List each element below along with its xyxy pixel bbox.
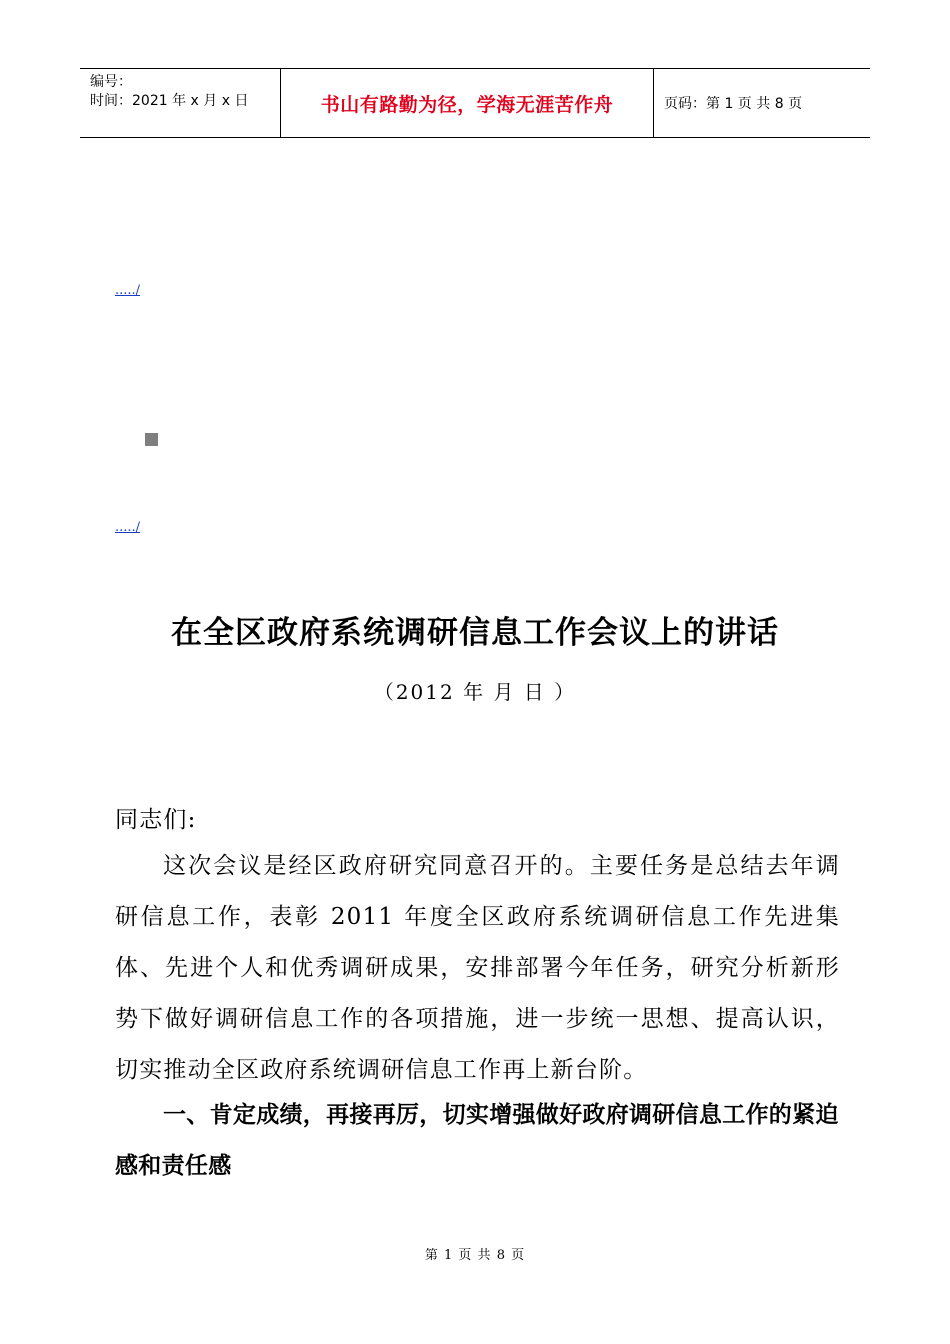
link-2[interactable]: ...../ [115,520,141,535]
number-label: 编号： [90,74,132,90]
document-date: （2012 年 月 日 ） [373,680,577,704]
section-heading-1: 一、肯定成绩，再接再厉，切实增强做好政府调研信息工作的紧迫感和责任感 [115,1102,839,1179]
salutation: 同志们: [115,807,197,833]
document-header [80,68,870,138]
header-motto: 书山有路勤为径，学海无涯苦作舟 [281,69,654,137]
header-meta [80,69,281,137]
bullet-square-icon [145,433,158,446]
time-label: 时间：2021 年 x 月 x 日 [90,93,249,109]
header-page-info: 页码：第 1 页 共 8 页 [664,96,803,112]
paragraph-1: 这次会议是经区政府研究同意召开的。主要任务是总结去年调研信息工作，表彰 2011 年度全区政府系统调研信息工作先进集体、先进个人和优秀调研成果，安排部署今年任务，研究分析新形势下做好调研信息工作的各项措施，进一步统一思想、提高认识，切实推动全区政府系统调研信息工作再上新台阶。 [115,853,840,1083]
document-title: 在全区政府系统调研信息工作会议上的讲话 [171,615,779,651]
page-footer: 第 1 页 共 8 页 [424,1248,526,1263]
link-1[interactable]: ...../ [115,283,141,298]
